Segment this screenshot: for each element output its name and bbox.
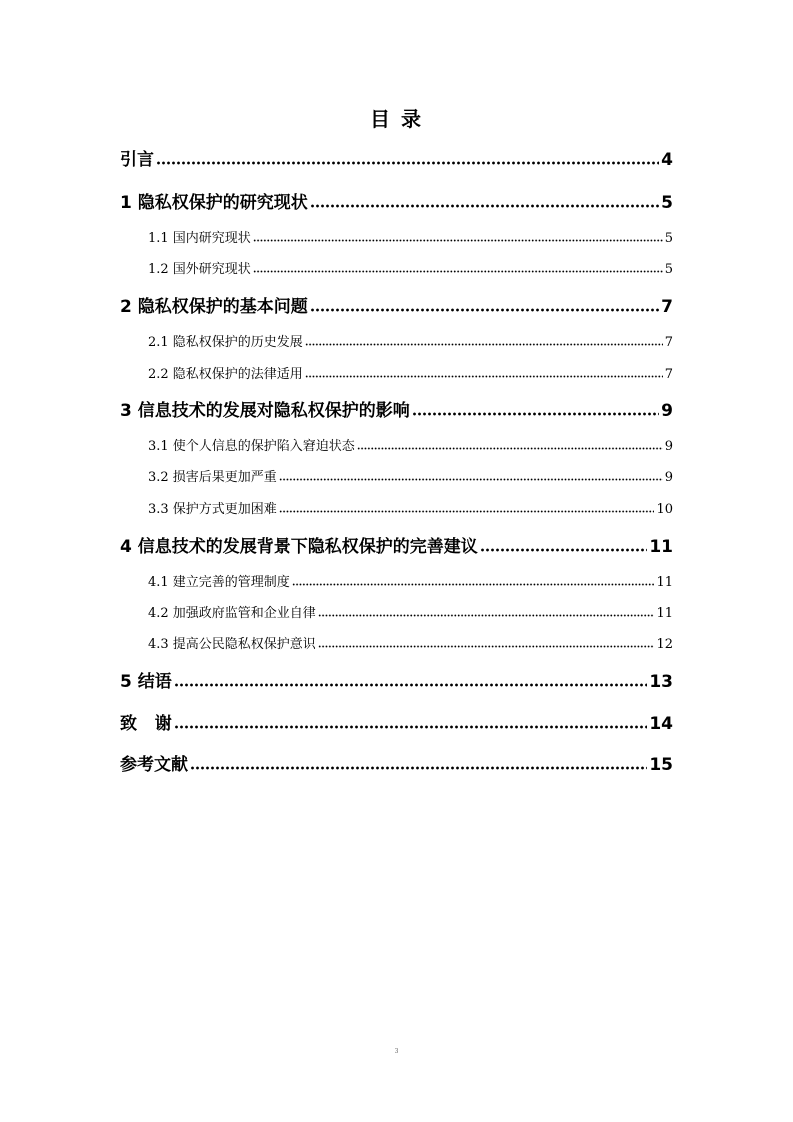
toc-entry-label: 3.3 保护方式更加困难 xyxy=(148,502,277,517)
dot-leader xyxy=(310,308,659,312)
toc-entry-label: 5 结语 xyxy=(120,672,172,692)
toc-entry[interactable] xyxy=(148,364,673,382)
dot-leader xyxy=(253,270,663,273)
toc-entry-page: 9 xyxy=(661,401,673,421)
toc-entry-page: 5 xyxy=(664,231,673,246)
toc-entry[interactable] xyxy=(148,436,673,454)
toc-entry-page: 5 xyxy=(661,193,673,213)
toc-entry-label: 致 谢 xyxy=(120,714,172,734)
toc-entry-page: 7 xyxy=(661,297,673,317)
toc-entry[interactable] xyxy=(120,397,673,421)
toc-entry-page: 11 xyxy=(649,537,673,557)
toc-entry[interactable] xyxy=(148,572,673,590)
dot-leader xyxy=(305,343,663,346)
toc-entry-page: 10 xyxy=(656,502,673,517)
dot-leader xyxy=(174,725,648,729)
toc-entry-page: 15 xyxy=(649,755,673,775)
toc-entry-label: 1 隐私权保护的研究现状 xyxy=(120,193,308,213)
dot-leader xyxy=(480,548,648,552)
toc-entry-label: 3 信息技术的发展对隐私权保护的影响 xyxy=(120,401,410,421)
dot-leader xyxy=(174,683,648,687)
toc-entry-label: 参考文献 xyxy=(120,755,188,775)
dot-leader xyxy=(412,412,659,416)
dot-leader xyxy=(279,478,663,481)
toc-entry-label: 2.1 隐私权保护的历史发展 xyxy=(148,335,303,350)
toc-entry-page: 7 xyxy=(664,335,673,350)
page-number: 3 xyxy=(394,1048,399,1055)
toc-entry-label: 引言 xyxy=(120,150,154,170)
toc-entry[interactable] xyxy=(120,710,673,734)
toc-entry[interactable] xyxy=(120,189,673,213)
dot-leader xyxy=(318,645,655,648)
toc-entry-label: 2.2 隐私权保护的法律适用 xyxy=(148,367,303,382)
toc-entry[interactable] xyxy=(120,751,673,775)
toc-entry[interactable] xyxy=(120,668,673,692)
toc-entry-page: 12 xyxy=(656,637,673,652)
toc-entry-label: 4.2 加强政府监管和企业自律 xyxy=(148,606,316,621)
toc-entry-label: 4.3 提高公民隐私权保护意识 xyxy=(148,637,316,652)
toc-entry[interactable] xyxy=(120,533,673,557)
toc-entry-page: 11 xyxy=(656,606,673,621)
toc-entry[interactable] xyxy=(148,467,673,485)
toc-entry[interactable] xyxy=(148,603,673,621)
toc-entry-page: 13 xyxy=(649,672,673,692)
toc-entry[interactable] xyxy=(148,634,673,652)
toc-title: 目 录 xyxy=(370,107,423,131)
toc-entry-label: 3.1 使个人信息的保护陷入窘迫状态 xyxy=(148,439,355,454)
toc-entry-page: 5 xyxy=(664,262,673,277)
toc-entry-page: 9 xyxy=(664,470,673,485)
toc-entry[interactable] xyxy=(120,146,673,170)
toc-entry-page: 9 xyxy=(664,439,673,454)
toc-entry[interactable] xyxy=(148,332,673,350)
toc-entry-label: 2 隐私权保护的基本问题 xyxy=(120,297,308,317)
dot-leader xyxy=(190,766,647,770)
dot-leader xyxy=(292,583,655,586)
toc-entry[interactable] xyxy=(148,228,673,246)
toc-entry-page: 11 xyxy=(656,575,673,590)
dot-leader xyxy=(357,447,663,450)
toc-entry-page: 7 xyxy=(664,367,673,382)
toc-entry-label: 1.2 国外研究现状 xyxy=(148,262,251,277)
toc-entry-label: 3.2 损害后果更加严重 xyxy=(148,470,277,485)
dot-leader xyxy=(318,614,655,617)
toc-entry[interactable] xyxy=(120,293,673,317)
toc-entry-page: 14 xyxy=(649,714,673,734)
dot-leader xyxy=(305,375,663,378)
dot-leader xyxy=(279,510,655,513)
dot-leader xyxy=(156,161,659,165)
dot-leader xyxy=(253,239,663,242)
dot-leader xyxy=(310,204,659,208)
toc-entry-label: 4 信息技术的发展背景下隐私权保护的完善建议 xyxy=(120,537,478,557)
toc-entry-label: 4.1 建立完善的管理制度 xyxy=(148,575,290,590)
toc-entry[interactable] xyxy=(148,499,673,517)
toc-entry-page: 4 xyxy=(661,150,673,170)
toc-entry-label: 1.1 国内研究现状 xyxy=(148,231,251,246)
toc-entry[interactable] xyxy=(148,259,673,277)
